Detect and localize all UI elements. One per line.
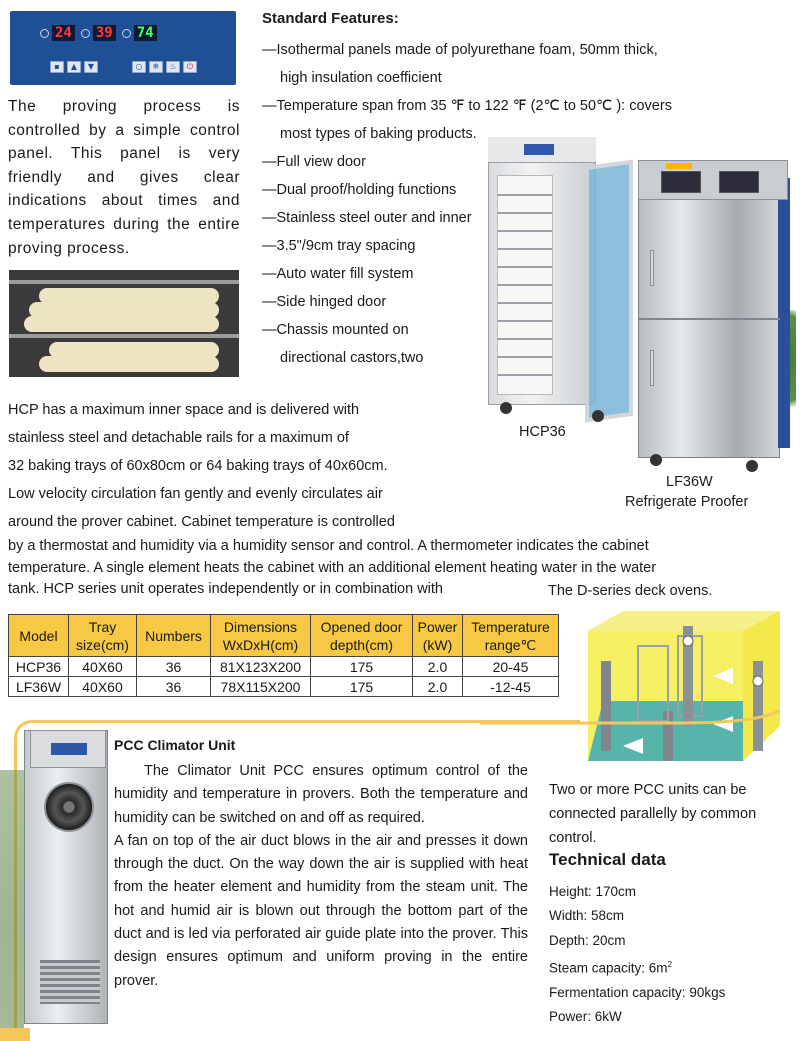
door-handle [650,250,654,286]
prover-room-illustration [583,606,780,766]
lf36w-cabinet-image [638,170,780,458]
humidity-display [81,25,116,41]
hcp36-tray-rack [497,175,553,395]
timer-display [122,25,157,41]
hcp36-top-panel [488,137,596,163]
door-handle [650,350,654,386]
column-header: Power (kW) [413,615,463,657]
feature-item: —Dual proof/holding functions [262,182,457,198]
technical-data-list [549,880,725,1029]
feature-item: directional castors,two [280,350,424,366]
intro-paragraph: The proving process is controlled by a simple control panel. This panel is very friendly and gives clear indications about times and temperatures during the entire proving process. [8,98,240,257]
display-value: 39 [93,25,116,41]
lf36w-subcaption: Refrigerate Proofer [625,494,749,510]
down-arrow-icon: ▼ [84,61,98,73]
column-header: Tray size(cm) [69,615,137,657]
hcp36-glass-door [585,160,633,423]
features-title: Standard Features: [262,10,399,27]
lf36w-control-panels [638,160,788,200]
temperature-display [40,25,75,41]
spec-table [8,614,559,697]
feature-item: —Auto water fill system [262,266,414,282]
power-icon: ⏻ [183,61,197,73]
feature-item: —Side hinged door [262,294,387,310]
air-grill [40,960,100,1004]
castor-icon [592,410,604,422]
brand-tag [666,163,692,169]
full-description: by a thermostat and humidity via a humidity sensor and control. A thermometer indicates the cabinet temperature. A single element heats the cabinet with an additional element heating water in the water tank. HCP series unit operates independently or in combination with [8,538,657,597]
tech-item: Steam capacity: $6m^2$ [549,959,673,976]
tech-item: Width: 58cm [549,908,625,924]
tech-item: Fermentation capacity: 90kgs [549,984,726,1000]
tech-item: Height: 170cm [549,884,637,899]
pcc-description [114,760,528,993]
dough-trays-photo [9,270,239,377]
humidity-icon [122,29,131,38]
feature-item: —Isothermal panels made of polyurethane foam, 50mm thick, [262,42,658,58]
feature-item: most types of baking products. [280,126,477,142]
table-row: HCP36 40X60 36 81X123X200 175 2.0 20-45 [9,657,559,677]
column-header: Model [9,615,69,657]
castor-icon [500,402,512,414]
steam-icon: ♨ [166,61,180,73]
pcc-title: PCC Climator Unit [114,737,236,753]
grass-background [0,770,24,1030]
castor-icon [746,460,758,472]
control-panel-photo [10,11,236,85]
table-row: LF36W 40X60 36 78X115X200 175 2.0 -12-45 [9,677,559,697]
pcc-paragraph: The Climator Unit PCC ensures optimum control of the humidity and temperature in provers. Both the temperature and humidity can be switched on and off as required. [114,763,528,826]
fan-icon: ❄ [149,61,163,73]
tech-item: Power: 6kW [549,1008,622,1024]
parallel-note: Two or more PCC units can be connected parallelly by common control. [549,782,757,846]
set-button-icon: ▪ [50,61,64,73]
feature-item: —Chassis mounted on [262,322,409,338]
feature-item: —3.5"/9cm tray spacing [262,238,416,254]
thermometer-icon [81,29,90,38]
display-value: 74 [134,25,157,41]
feature-item: —Full view door [262,154,366,170]
deck-ovens-text: The D-series deck ovens. [548,583,713,599]
feature-item: high insulation coefficient [280,70,442,86]
lf36w-side-panel [778,178,790,448]
feature-item: —Temperature span from 35 ℉ to 122 ℉ (2℃ to 50℃ ): covers [262,98,672,114]
column-header: Dimensions WxDxH(cm) [211,615,311,657]
fan-icon [44,782,94,832]
light-icon: ○ [132,61,146,73]
feature-item: —Stainless steel outer and inner [262,210,472,226]
up-arrow-icon: ▲ [67,61,81,73]
pcc-section-curve [480,710,780,740]
pcc-paragraph: A fan on top of the air duct blows in the air and presses it down through the duct. On the way down the air is supplied with heat from the heater element and humidity from the steam unit. The hot and humid air is blown out through the bottom part of the duct and is led via perforated air guide plate into the prover. This design ensures optimum and uniform proving in the entire prover. [114,832,528,989]
column-header: Numbers [137,615,211,657]
castor-icon [650,454,662,466]
table-header-row [9,615,559,657]
corner-accent [0,1028,30,1041]
lf36w-caption: LF36W [666,474,713,490]
pcc-top-cap [30,730,106,768]
hcp36-caption: HCP36 [519,424,566,440]
column-header: Temperature range℃ [463,615,559,657]
display-value: 24 [52,25,75,41]
column-header: Opened door depth(cm) [311,615,413,657]
technical-data-title: Technical data [549,850,666,869]
hcp-description: HCP has a maximum inner space and is delivered with stainless steel and detachable rails for a maximum of 32 baking trays of 60x80cm or 64 baking trays of 40x60cm. Low velocity circulation fan gently and evenly circulates air around the prover cabinet. Cabinet temperature is controlled [8,402,395,530]
clock-icon [40,29,49,38]
tech-item: Depth: 20cm [549,932,626,948]
lf36w-door-split [638,318,780,320]
